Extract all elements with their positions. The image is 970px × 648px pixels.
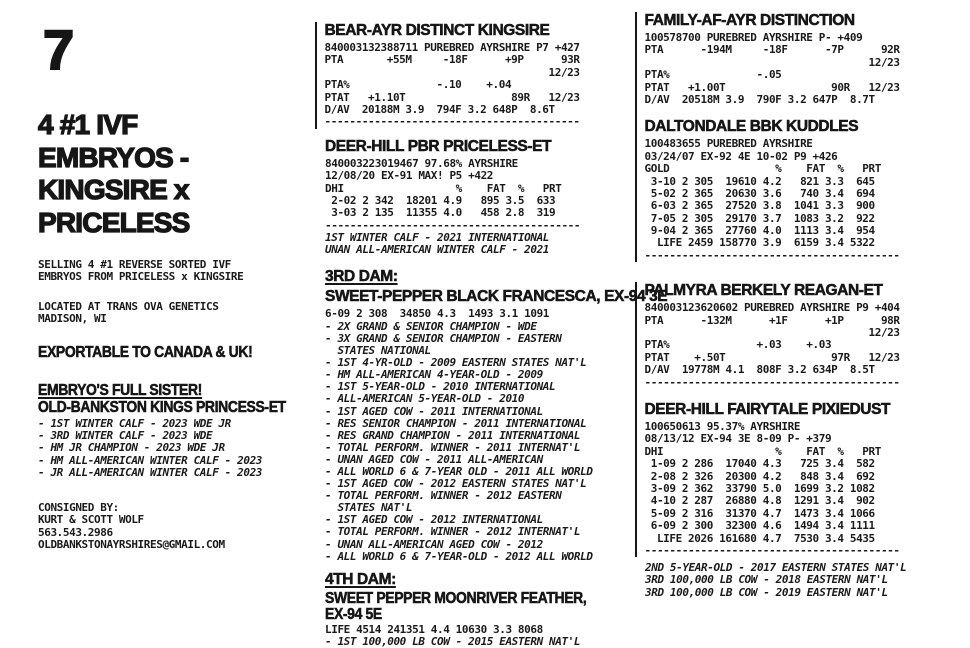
stat-line: 6-03 2 365 27520 3.8 1041 3.3 900	[645, 200, 970, 212]
stat-line: PTA -132M +1F +1P 98R	[645, 315, 970, 327]
award-line: - 3RD WINTER CALF - 2023 WDE	[38, 430, 316, 442]
grandsire-name: FAMILY-AF-AYR DISTINCTION	[645, 12, 855, 29]
award-line: - HM ALL-AMERICAN 4-YEAR-OLD - 2009	[325, 369, 635, 381]
stat-line: PTAT +.50T 97R 12/23	[645, 352, 970, 364]
fourth-dam-name-line: EX-94 5E	[325, 607, 604, 623]
award-line: - 2X GRAND & SENIOR CHAMPION - WDE	[325, 321, 635, 333]
stat-line: 840003123620602 PUREBRED AYRSHIRE P9 +404	[645, 302, 970, 314]
award-line: 1ST WINTER CALF - 2021 INTERNATIONAL	[325, 232, 635, 244]
third-dam-record: 6-09 2 308 34850 4.3 1493 3.1 1091	[325, 308, 635, 320]
award-line: - JR ALL-AMERICAN WINTER CALF - 2023	[38, 467, 316, 479]
grandsire-stats	[645, 32, 970, 106]
stat-line: -----------------------------------------	[645, 545, 970, 557]
lot-title	[38, 109, 316, 239]
award-line: - 1ST AGED COW - 2011 INTERNATIONAL	[325, 406, 635, 418]
stat-line: PTA -194M -18F -7P 92R	[645, 44, 970, 56]
award-line: 3RD 100,000 LB COW - 2019 EASTERN NAT'L	[645, 587, 970, 599]
stat-line: DHI % FAT % PRT	[325, 183, 635, 195]
consignor-section	[38, 502, 316, 552]
award-line: 3RD 100,000 LB COW - 2018 EASTERN NAT'L	[645, 574, 970, 586]
stat-line: D/AV 19778M 4.1 808F 3.2 634P 8.5T	[645, 364, 970, 376]
award-line: - RES GRAND CHAMPION - 2011 INTERNATIONAL	[325, 430, 635, 442]
consignor-contact-line: OLDBANKSTONAYRSHIRES@GMAIL.COM	[38, 539, 316, 551]
dam-awards	[325, 232, 635, 256]
lot-title-line: PRICELESS	[38, 207, 316, 240]
award-line: - HM ALL-AMERICAN WINTER CALF - 2023	[38, 455, 316, 467]
exportable-note: EXPORTABLE TO CANADA & UK!	[38, 345, 288, 361]
location-note	[38, 301, 316, 326]
selling-note-line: SELLING 4 #1 REVERSE SORTED IVF	[38, 259, 316, 271]
stat-line: D/AV 20188M 3.9 794F 3.2 648P 8.6T	[325, 104, 636, 116]
stat-line: 1-09 2 286 17040 4.3 725 3.4 582	[645, 458, 970, 470]
stat-line: 840003132388711 PUREBRED AYRSHIRE P7 +427	[325, 42, 636, 54]
award-line: - TOTAL PERFORM. WINNER - 2012 EASTERN	[325, 490, 635, 502]
stat-line: 7-05 2 305 29170 3.7 1083 3.2 922	[645, 213, 970, 225]
stat-line: PTAT +1.00T 90R 12/23	[645, 82, 970, 94]
stat-line: PTA% +.03 +.03	[645, 339, 970, 351]
award-line: - UNAN ALL-AMERICAN AGED COW - 2012	[325, 539, 635, 551]
award-line: - RES SENIOR CHAMPION - 2011 INTERNATIONAL	[325, 418, 635, 430]
stat-line: -----------------------------------------	[645, 377, 970, 389]
stat-line: 4-10 2 287 26880 4.8 1291 3.4 902	[645, 495, 970, 507]
third-dam-awards	[325, 321, 635, 563]
fourth-dam-record: LIFE 4514 241351 4.4 10630 3.3 8068	[325, 624, 635, 636]
stat-line: PTA% -.05	[645, 69, 970, 81]
fourth-dam-name	[325, 591, 635, 623]
grandsire-block-2	[645, 282, 970, 389]
award-line: STATES NAT'L	[325, 502, 635, 514]
location-note-line: MADISON, WI	[38, 313, 316, 325]
granddam-1-name: DALTONDALE BBK KUDDLES	[645, 118, 859, 135]
stat-line: 2-02 2 342 18201 4.9 895 3.5 633	[325, 195, 635, 207]
stat-line: -----------------------------------------	[325, 116, 636, 128]
third-dam-block	[315, 268, 635, 562]
pedigree-column-right	[635, 12, 970, 599]
stat-line: 3-09 2 362 33790 5.0 1699 3.2 1082	[645, 483, 970, 495]
lot-info-column	[38, 0, 316, 552]
stat-line: PTA +55M -18F +9P 93R	[325, 54, 636, 66]
stat-line: 5-09 2 316 31370 4.7 1473 3.4 1066	[645, 508, 970, 520]
lot-title-line: 4 #1 IVF	[38, 109, 316, 142]
stat-line: 100650613 95.37% AYRSHIRE	[645, 421, 970, 433]
consignor-contact-line: KURT & SCOTT WOLF	[38, 514, 316, 526]
fourth-dam-name-line: SWEET PEPPER MOONRIVER FEATHER,	[325, 591, 604, 607]
stat-line: 2-08 2 326 20300 4.2 848 3.4 692	[645, 471, 970, 483]
lot-title-line: KINGSIRE x	[38, 174, 316, 207]
stat-line: LIFE 2026 161680 4.7 7530 3.4 5435	[645, 533, 970, 545]
award-line: - 1ST 4-YR-OLD - 2009 EASTERN STATES NAT'L	[325, 357, 635, 369]
pedigree-column-middle	[315, 22, 635, 648]
grandsire-2-name: PALMYRA BERKELY REAGAN-ET	[645, 282, 883, 299]
granddam-2-awards	[635, 562, 970, 599]
award-line: STATES NATIONAL	[325, 345, 635, 357]
location-note-line: LOCATED AT TRANS OVA GENETICS	[38, 301, 316, 313]
grandsire-2-stats	[645, 302, 970, 389]
full-sister-awards	[38, 418, 316, 479]
stat-line: 100578700 PUREBRED AYRSHIRE P- +409	[645, 32, 970, 44]
stat-line: 12/08/20 EX-91 MAX! P5 +422	[325, 170, 635, 182]
award-line: - 1ST 100,000 LB COW - 2015 EASTERN NAT'L	[325, 636, 635, 648]
stat-line: 3-03 2 135 11355 4.0 458 2.8 319	[325, 207, 635, 219]
consignor-contact-line: 563.543.2986	[38, 527, 316, 539]
stat-line: 03/24/07 EX-92 4E 10-02 P9 +426	[645, 151, 970, 163]
stat-line: PTA% -.10 +.04	[325, 79, 636, 91]
third-dam-name: SWEET-PEPPER BLACK FRANCESCA, EX-94 3E	[325, 288, 667, 305]
stat-line: 5-02 2 365 20630 3.6 740 3.4 694	[645, 188, 970, 200]
grandsire-block	[645, 12, 970, 106]
award-line: - HM JR CHAMPION - 2023 WDE JR	[38, 442, 316, 454]
stat-line: 08/13/12 EX-94 3E 8-09 P- +379	[645, 433, 970, 445]
consignor-label: CONSIGNED BY:	[38, 502, 316, 514]
award-line: - ALL WORLD 6 & 7-YEAR-OLD - 2012 ALL WORLD	[325, 551, 635, 563]
stat-line: 3-10 2 305 19610 4.2 821 3.3 645	[645, 176, 970, 188]
fourth-dam-block	[315, 571, 635, 648]
stat-line: D/AV 20518M 3.9 790F 3.2 647P 8.7T	[645, 94, 970, 106]
sire-name: BEAR-AYR DISTINCT KINGSIRE	[325, 22, 550, 39]
award-line: - TOTAL PERFORM. WINNER - 2011 INTERNAT'L	[325, 442, 635, 454]
stat-line: 6-09 2 300 32300 4.6 1494 3.4 1111	[645, 520, 970, 532]
award-line: - 1ST AGED COW - 2012 INTERNATIONAL	[325, 514, 635, 526]
stat-line: 840003223019467 97.68% AYRSHIRE	[325, 158, 635, 170]
award-line: - 3X GRAND & SENIOR CHAMPION - EASTERN	[325, 333, 635, 345]
consignor-contact	[38, 514, 316, 551]
full-sister-heading: EMBRYO'S FULL SISTER!	[38, 383, 288, 399]
award-line: - TOTAL PERFORM. WINNER - 2012 INTERNAT'L	[325, 526, 635, 538]
third-dam-label: 3RD DAM:	[325, 268, 398, 285]
selling-note	[38, 259, 316, 284]
dam-block	[315, 138, 635, 257]
fourth-dam-label: 4TH DAM:	[325, 571, 396, 588]
fourth-dam-awards	[325, 636, 635, 648]
award-line: - ALL-AMERICAN 5-YEAR-OLD - 2010	[325, 393, 635, 405]
award-line: - 1ST 5-YEAR-OLD - 2010 INTERNATIONAL	[325, 381, 635, 393]
stat-line: GOLD % FAT % PRT	[645, 163, 970, 175]
award-line: - UNAN AGED COW - 2011 ALL-AMERICAN	[325, 454, 635, 466]
full-sister-name: OLD-BANKSTON KINGS PRINCESS-ET	[38, 400, 288, 416]
selling-note-line: EMBRYOS FROM PRICELESS x KINGSIRE	[38, 271, 316, 283]
stat-line: 12/23	[645, 57, 970, 69]
stat-line: -----------------------------------------	[325, 220, 635, 232]
stat-line: LIFE 2459 158770 3.9 6159 3.4 5322	[645, 237, 970, 249]
award-line: 2ND 5-YEAR-OLD - 2017 EASTERN STATES NAT'L	[645, 562, 970, 574]
granddam-1-stats	[645, 138, 970, 262]
award-line: UNAN ALL-AMERICAN WINTER CALF - 2021	[325, 244, 635, 256]
lot-title-line: EMBRYOS -	[38, 142, 316, 175]
stat-line: PTAT +1.10T 89R 12/23	[325, 92, 636, 104]
granddam-2-stats	[645, 421, 970, 557]
award-line: - ALL WORLD 6 & 7-YEAR OLD - 2011 ALL WORLD	[325, 466, 635, 478]
granddam-block-2	[645, 401, 970, 557]
stat-line: 100483655 PUREBRED AYRSHIRE	[645, 138, 970, 150]
rule-group-bottom	[635, 282, 970, 557]
granddam-2-name: DEER-HILL FAIRYTALE PIXIEDUST	[645, 401, 891, 418]
rule-group-top	[635, 12, 970, 262]
full-sister-section	[38, 383, 316, 479]
granddam-block-1	[645, 118, 970, 262]
lot-number: 7	[43, 24, 316, 76]
stat-line: DHI % FAT % PRT	[645, 446, 970, 458]
dam-stats	[325, 158, 635, 232]
award-line: - 1ST AGED COW - 2012 EASTERN STATES NAT'L	[325, 478, 635, 490]
award-line: - 1ST WINTER CALF - 2023 WDE JR	[38, 418, 316, 430]
stat-line: 9-04 2 365 27760 4.0 1113 3.4 954	[645, 225, 970, 237]
dam-name: DEER-HILL PBR PRICELESS-ET	[325, 138, 551, 155]
stat-line: 12/23	[325, 67, 636, 79]
sire-stats	[325, 42, 636, 129]
sire-block	[315, 22, 635, 129]
stat-line: -----------------------------------------	[645, 250, 970, 262]
stat-line: 12/23	[645, 327, 970, 339]
